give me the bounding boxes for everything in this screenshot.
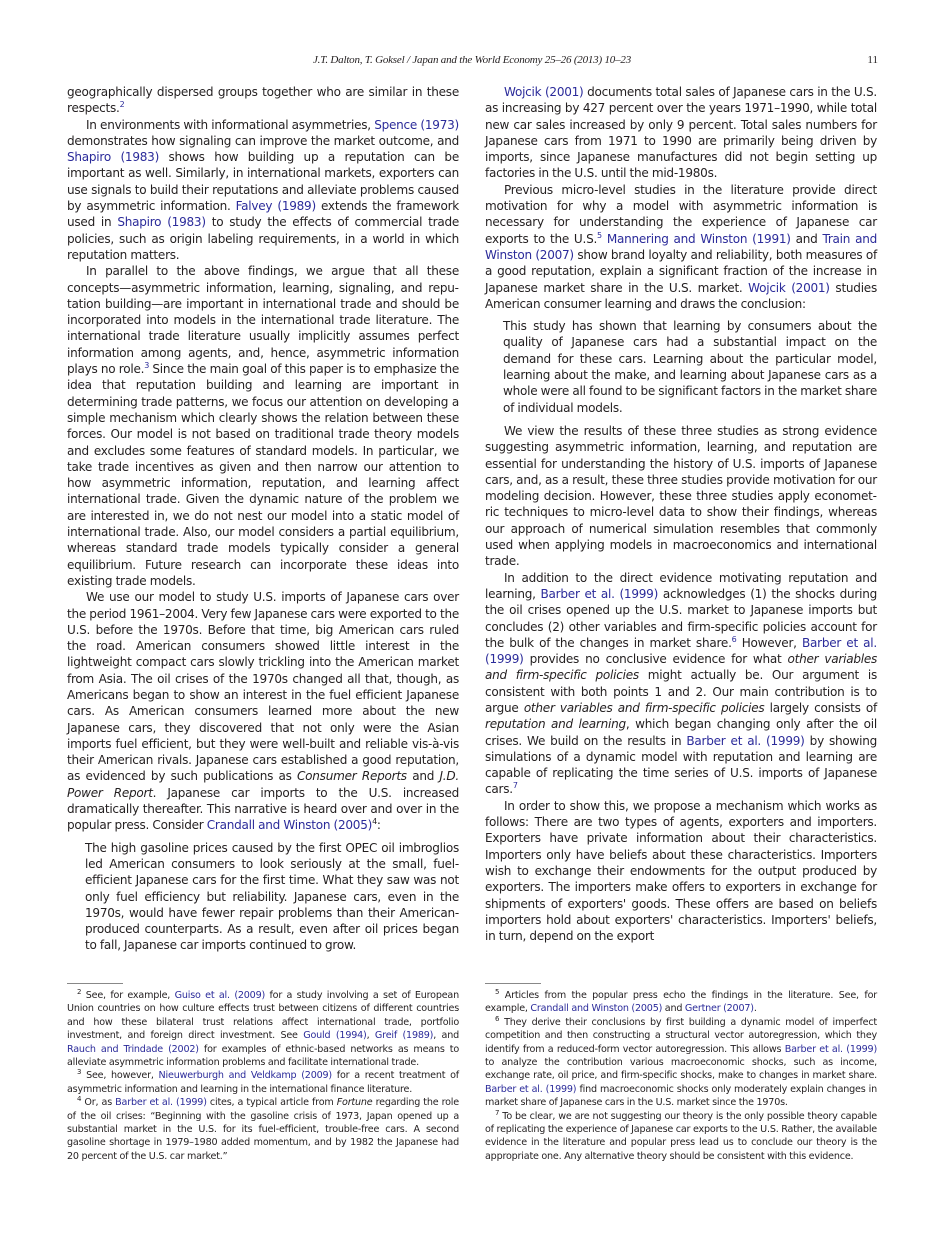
citation-link[interactable]: Shapiro (1983): [117, 215, 206, 230]
citation-link[interactable]: Shapiro (1983): [67, 150, 160, 165]
citation-link[interactable]: Gould (1994): [303, 1030, 367, 1042]
footnote-marker: 6: [495, 1014, 500, 1023]
body-text: ,: [366, 1030, 375, 1042]
body-text: Articles from the popular press echo the findings in the literature. See, for example,: [485, 990, 877, 1015]
body-text: cites, a typical article from: [206, 1097, 337, 1109]
emphasized-text: J.D. Power Report: [67, 769, 459, 800]
citation-link[interactable]: Spence (1973): [374, 117, 459, 132]
body-text: See, for example,: [81, 990, 175, 1001]
footnotes-right: [485, 983, 877, 1163]
paragraph: [67, 263, 459, 589]
body-text: We view the results of these three studies as strong evidence suggesting asymmetric information, learning, and reputation are essential for understanding the history of U.S. imports of Japanese cars, and, as a result, these three studies provide motivation for our modeling decision. However, these three studies apply econometric techniques to micro-level data to show their findings, whereas our approach of numerical simulation resembles that commonly used when applying models in macroeconomics and international trade.: [485, 423, 877, 569]
block-quote: [503, 318, 877, 416]
footnotes-left: [67, 983, 459, 1163]
citation-link[interactable]: Wojcik (2001): [504, 85, 584, 99]
footnote-marker: 5: [495, 988, 500, 996]
body-text: Or, as: [81, 1097, 116, 1109]
footnote-rule: [485, 983, 541, 984]
emphasized-text: reputation and learning: [485, 717, 626, 732]
body-text: find macroeconomic shocks only moderately explain changes in market share of Japanese cars in the U.S. market since the 1970s.: [485, 1083, 877, 1109]
block-quote: [85, 840, 459, 954]
body-text: acknowledges (1) the shocks during the oil crises opened up the U.S. market to Japanese imports but concludes (2) other variables and firm-specific policies account for the bulk of the changes in market share.: [485, 586, 877, 650]
citation-link[interactable]: Crandall and Winston (2005): [530, 1003, 663, 1015]
emphasized-text: other variables and firm-specific policies: [523, 700, 765, 715]
paragraph: [485, 423, 877, 570]
right-column: [485, 84, 877, 944]
footnote-marker: 3: [77, 1068, 82, 1077]
body-text: , and: [433, 1030, 459, 1042]
page-header: [66, 54, 878, 74]
body-text: regarding the role of the oil crises: “Beginning with the gasoline crisis of 1973, Japan opened up a substantial market in the U.S. for its fuel-efficient, trouble-free cars. A second gasoline shortage in 1979–1980 added momentum, and by 1982 the Japanese had 20 percent of the U.S. car market.”: [67, 1097, 459, 1162]
left-column: [67, 84, 459, 961]
body-text: To be clear, we are not suggesting our theory is the only possible theory capable of replicating the experience of Japanese car exports to the U.S. Rather, the available evidence in the literature and popular press lead us to conclude our theory is the appropriate one. Any alternative theory should be consistent with this evidence.: [485, 1110, 877, 1162]
footnote-marker[interactable]: 5: [597, 230, 602, 240]
body-text: The high gasoline prices caused by the first OPEC oil imbroglios led American consumers to look seriously at the small, fuel-efficient Japanese cars for the first time. What they saw was not only fuel efficiency but reliability. Japanese cars, even in the 1970s, would have fewer repair problems than their American-produced counterparts. As a result, even after oil prices began to fall, Japanese car imports continued to grow.: [85, 840, 459, 953]
citation-link[interactable]: Mannering and Winston (1991): [606, 231, 791, 246]
footnote: [67, 989, 459, 1069]
footnote-marker: 7: [495, 1108, 500, 1117]
emphasized-text: Consumer Reports: [297, 769, 407, 784]
footnote-rule: [67, 983, 123, 984]
body-text: In environments with informational asymmetries,: [86, 117, 375, 132]
citation-link[interactable]: Barber et al. (1999): [686, 733, 805, 748]
citation-link[interactable]: Nieuwerburgh and Veldkamp (2009): [158, 1070, 332, 1082]
footnote: [485, 1110, 877, 1164]
footnote-marker: 4: [77, 1095, 82, 1104]
footnote: [67, 1096, 459, 1163]
footnote-marker: 2: [77, 988, 82, 996]
footnote: [485, 989, 877, 1016]
body-text: Previous micro-level studies in the literature provide direct motivation for why a model with asymmetric information is necessary for understanding the experience of Japanese car exports to the U.S.: [485, 182, 877, 246]
body-text: provides no conclusive evidence for what: [523, 652, 788, 667]
body-text: We use our model to study U.S. imports of Japanese cars over the period 1961–2004. Very few Japanese cars were exported to the U.S. before the 1970s. Before that time, big American cars ruled the road. American consumers showed little interest in the lightweight compact cars slowly trickling into the American market from Asia. The oil crises of the 1970s changed all that, though, as Americans began to show an interest in the fuel efficient Japanese cars. As American consumers learned more about the new Japanese cars, they discovered that not only were the Asian imports fuel efficient, but they were well-built and reliable vis-à-vis their American rivals. Japanese cars established a good reputation, as evidenced by such publications as: [67, 590, 459, 784]
paragraph: [485, 84, 877, 182]
body-text: In addition to the direct evidence motivating reputation and learning,: [485, 570, 877, 601]
body-text: .: [753, 1003, 757, 1015]
paragraph: [485, 798, 877, 945]
body-text: might actually be. Our argument is consistent with both points 1 and 2. Our main contribution is to argue: [485, 668, 877, 715]
body-text: for a study involving a set of European Union countries on how culture effects trust between citizens of different countries and how these bilateral trust relations affect international trade, portfolio investment, and foreign direct investment. See: [67, 990, 459, 1042]
emphasized-text: Fortune: [336, 1097, 373, 1109]
body-text: extends the framework used in: [67, 199, 459, 230]
citation-link[interactable]: Barber et al. (1999): [485, 635, 877, 667]
body-text: See, however,: [81, 1070, 159, 1082]
footnote-marker: 4: [372, 817, 377, 827]
body-text: In parallel to the above findings, we argue that all these concepts—asymmetric information, learning, signaling, and reputation building—are important in international trade and should be incorporated into models in the international trade literature. The international trade literature usually implicitly assumes perfect information among agents, and, hence, asymmetric information plays no role.: [67, 264, 459, 377]
body-text: by showing simulations of a dynamic model with reputation and learning are capable of replicating the time series of U.S. imports of Japanese cars.: [485, 733, 878, 797]
body-text: and: [662, 1003, 685, 1015]
body-text: for a recent treatment of asymmetric information and learning in the international finance literature.: [67, 1070, 459, 1095]
body-text: to study the effects of commercial trade policies, such as origin labeling requirements, in a world in which reputation matters.: [67, 215, 460, 262]
citation-link[interactable]: Barber et al. (1999): [485, 1083, 577, 1095]
body-text: show brand loyalty and reliability, both measures of a good reputation, explain a significant fraction of the increase in Japanese market share in the U.S. market.: [485, 247, 877, 295]
body-text: demonstrates how signaling can improve the market outcome, and: [67, 133, 459, 148]
body-text: They derive their conclusions by first building a dynamic model of imperfect competition and then constructing a structural vector autoregression, which they identify from a reduced-form vector autoregression. This allows: [485, 1016, 877, 1055]
body-text: to analyze the contribution various macroeconomic shocks, such as income, exchange rate, oil price, and firm-specific shocks, make to changes in market share.: [485, 1057, 877, 1082]
body-text: However,: [736, 635, 802, 650]
body-text: for examples of ethnic-based networks as means to alleviate asymmetric information problems and facilitate international trade.: [67, 1043, 459, 1069]
footnote: [67, 1069, 459, 1096]
emphasized-text: other variables and firm-specific policies: [485, 652, 878, 683]
body-text: shows how building up a reputation can be important as well. Similarly, in international markets, exporters can use signals to build their reputations and alleviate problems caused by asymmetric information.: [67, 150, 459, 214]
citation-link[interactable]: Greif (1989): [374, 1030, 434, 1042]
body-text: In order to show this, we propose a mechanism which works as follows: There are two types of agents, exporters and importers. Exporters have private information about their characteristics. Importers only have beliefs about these characteristics. Importers wish to exchange their endowments for the output produced by exporters. The importers make offers to exporters in exchange for shipments of exporters' goods. These offers are based on beliefs importers hold about exporters' characteristics. Importers' beliefs, in turn, depend on the export: [485, 798, 877, 944]
body-text: This study has shown that learning by consumers about the quality of Japanese cars had a substantial impact on the demand for these cars. Learning about the particular model, learning about the make, and learning about Japanese cars as a whole were all found to be significant factors in the market share of individual models.: [503, 319, 877, 415]
footnote: [485, 1016, 877, 1110]
footnote-marker[interactable]: 2: [119, 100, 125, 110]
body-text: and: [406, 769, 440, 784]
body-text: studies American consumer learning and draws the conclusion:: [485, 280, 877, 311]
citation-link[interactable]: Crandall and Winston (2005): [206, 818, 373, 833]
body-text: , which began changing only after the oil crises. We build on the results in: [485, 717, 877, 748]
body-text: documents total sales of Japanese cars in the U.S. as increasing by 427 percent over the years 1971–1990, while total new car sales increased by only 9 percent. Total sales numbers for Japanese cars from 1971 to 1990 are primarily being driven by imports, since Japanese manufactures did not begin setting up factories in the U.S. until the mid-1980s.: [485, 85, 877, 181]
footnote-marker[interactable]: 7: [512, 781, 518, 791]
running-title: J.T. Dalton, T. Goksel / Japan and the World Economy 25–26 (2013) 10–23: [312, 54, 631, 66]
citation-link[interactable]: Train and Winston (2007): [485, 231, 877, 262]
paragraph: [67, 589, 459, 833]
paragraph: [67, 117, 459, 264]
citation-link[interactable]: Rauch and Trindade (2002): [67, 1043, 199, 1055]
body-text: :: [376, 818, 381, 833]
citation-link[interactable]: Falvey (1989): [235, 199, 316, 214]
footnote-marker[interactable]: 3: [144, 361, 150, 371]
paragraph: [485, 570, 877, 798]
paragraph: [67, 84, 459, 117]
body-text: largely consists of: [764, 700, 878, 715]
paragraph: [485, 182, 877, 312]
citation-link[interactable]: Barber et al. (1999): [540, 586, 659, 601]
body-text: geographically dispersed groups together who are similar in these respects.: [67, 85, 459, 116]
page-number: 11: [867, 54, 878, 66]
footnote-marker[interactable]: 6: [731, 634, 737, 644]
citation-link[interactable]: Barber et al. (1999): [784, 1043, 877, 1055]
body-text: and: [790, 231, 823, 246]
citation-link[interactable]: Barber et al. (1999): [115, 1097, 207, 1109]
body-text: . Japanese car imports to the U.S. increased dramatically thereafter. This narrative is heard over and over in the popular press. Consider: [67, 785, 460, 833]
body-text: Since the main goal of this paper is to emphasize the idea that reputation building and learning are important in determining trade patterns, we focus our attention on developing a simple mechanism which clearly shows the relation between these forces. Our model is not based on traditional trade theory models and excludes some features of standard models. In particular, we take trade incentives as given and then narrow our attention to how asymmetric information, reputation, and learning affect international trade. Given the dynamic nature of the problem we are interested in, we do not nest our model into a static model of international trade. Also, our model considers a partial equilibrium, whereas standard trade models typically consider a general equilibrium. Future research can incorporate these ideas into existing trade models.: [67, 362, 459, 588]
citation-link[interactable]: Gertner (2007): [684, 1003, 754, 1015]
citation-link[interactable]: Guiso et al. (2009): [174, 990, 266, 1001]
citation-link[interactable]: Wojcik (2001): [748, 280, 830, 295]
